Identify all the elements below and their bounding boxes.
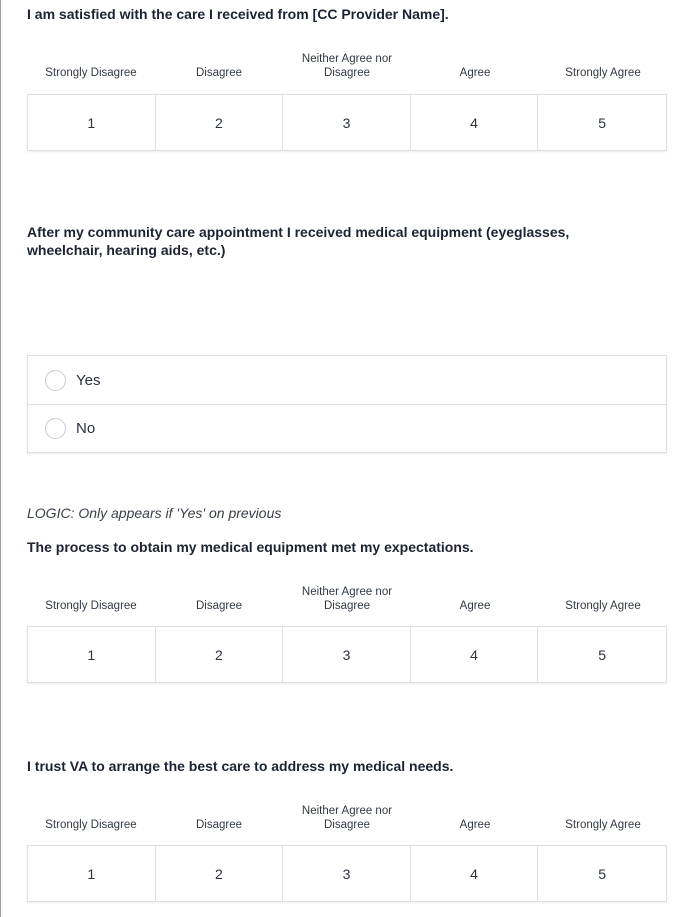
scale-option-3[interactable]: 3: [283, 846, 411, 901]
question-2-choices: [27, 355, 667, 453]
scale-label-disagree: Disagree: [195, 600, 243, 612]
question-3-scale: [27, 626, 667, 683]
scale-label-strongly-agree: Strongly Agree: [565, 819, 641, 831]
scale-label-neutral: Neither Agree nor Disagree: [301, 53, 393, 79]
scale-option-5[interactable]: 5: [538, 95, 666, 150]
scale-option-2[interactable]: 2: [156, 627, 284, 682]
question-2-title: After my community care appointment I received medical equipment (eyeglasses, wheelchair, hearing aids, etc.): [27, 224, 570, 258]
scale-option-1[interactable]: 1: [28, 95, 156, 150]
radio-circle-icon[interactable]: [45, 370, 66, 391]
scale-label-neutral: Neither Agree nor Disagree: [301, 586, 393, 612]
choice-no[interactable]: [28, 404, 666, 452]
choice-no-label: No: [76, 420, 96, 437]
question-1-scale: [27, 94, 667, 151]
scale-option-4[interactable]: 4: [411, 846, 539, 901]
scale-label-agree: Agree: [459, 819, 491, 831]
scale-label-disagree: Disagree: [195, 819, 243, 831]
radio-circle-icon[interactable]: [45, 418, 66, 439]
question-3-scale-labels: [27, 585, 667, 613]
question-4-title: I trust VA to arrange the best care to address my medical needs.: [27, 758, 454, 774]
scale-label-disagree: Disagree: [195, 67, 243, 79]
scale-label-strongly-agree: Strongly Agree: [565, 67, 641, 79]
logic-note: LOGIC: Only appears if 'Yes' on previous: [27, 505, 282, 521]
scale-label-strongly-agree: Strongly Agree: [565, 600, 641, 612]
question-4-scale: [27, 845, 667, 902]
scale-label-strongly-disagree: Strongly Disagree: [45, 67, 137, 79]
choice-yes[interactable]: [28, 356, 666, 404]
scale-label-strongly-disagree: Strongly Disagree: [45, 600, 137, 612]
scale-option-1[interactable]: 1: [28, 627, 156, 682]
question-3-title: The process to obtain my medical equipment met my expectations.: [27, 539, 474, 555]
scale-option-5[interactable]: 5: [538, 627, 666, 682]
choice-yes-label: Yes: [76, 371, 101, 389]
scale-label-strongly-disagree: Strongly Disagree: [45, 819, 137, 831]
question-1-title: I am satisfied with the care I received from [CC Provider Name].: [27, 6, 449, 22]
scale-option-3[interactable]: 3: [283, 627, 411, 682]
scale-label-agree: Agree: [459, 67, 491, 79]
scale-label-neutral: Neither Agree nor Disagree: [301, 805, 393, 831]
scale-option-2[interactable]: 2: [156, 95, 284, 150]
scale-label-agree: Agree: [459, 600, 491, 612]
scale-option-4[interactable]: 4: [411, 95, 539, 150]
scale-option-2[interactable]: 2: [156, 846, 284, 901]
question-1-scale-labels: [27, 52, 667, 80]
question-4-scale-labels: [27, 804, 667, 832]
scale-option-1[interactable]: 1: [28, 846, 156, 901]
scale-option-5[interactable]: 5: [538, 846, 666, 901]
scale-option-4[interactable]: 4: [411, 627, 539, 682]
scale-option-3[interactable]: 3: [283, 95, 411, 150]
